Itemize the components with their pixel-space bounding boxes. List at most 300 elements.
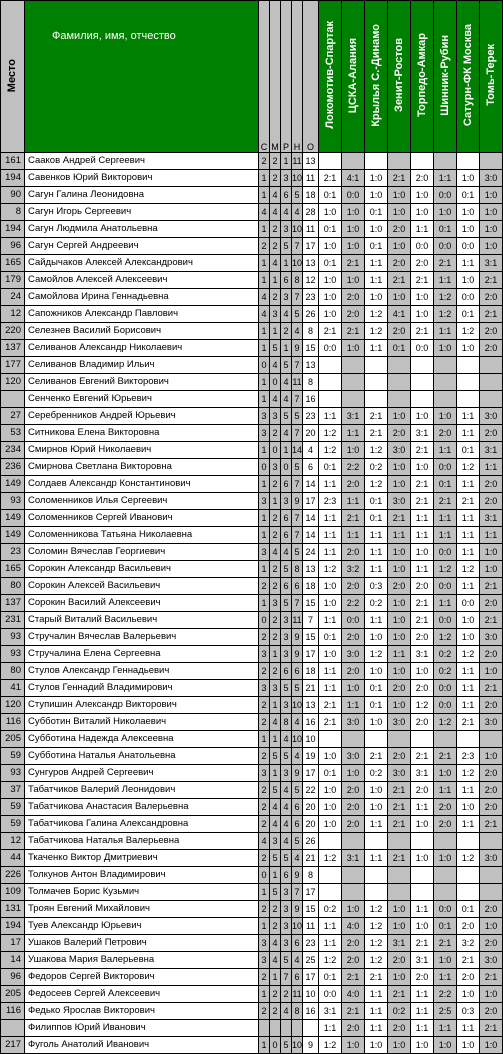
- row-score-match-3: 1:1: [365, 1003, 388, 1020]
- row-place: 96: [1, 238, 25, 255]
- row-score-match-5: 3:1: [411, 765, 434, 782]
- row-stat-n: 4: [292, 952, 303, 969]
- header-match-7: Сатурн-ФК Москва: [457, 1, 480, 153]
- row-stat-n: 5: [292, 680, 303, 697]
- row-score-match-1: 1:0: [319, 204, 342, 221]
- row-stat-m: 0: [270, 374, 281, 391]
- row-score-match-4: [388, 833, 411, 850]
- row-score-match-2: 1:1: [342, 527, 365, 544]
- row-stat-r: 5: [281, 357, 292, 374]
- row-points: 26: [303, 833, 319, 850]
- row-score-match-8: [480, 374, 503, 391]
- row-score-match-3: 0:2: [365, 459, 388, 476]
- row-score-match-2: [342, 833, 365, 850]
- row-score-match-8: 1:1: [480, 527, 503, 544]
- row-points: 20: [303, 425, 319, 442]
- row-score-match-6: 1:1: [434, 1020, 457, 1037]
- row-stat-s: 2: [259, 714, 270, 731]
- table-row: [1, 782, 503, 799]
- row-stat-m: 5: [270, 884, 281, 901]
- row-score-match-5: 2:1: [411, 612, 434, 629]
- row-points: 13: [303, 255, 319, 272]
- row-points: 24: [303, 544, 319, 561]
- row-score-match-1: 1:1: [319, 680, 342, 697]
- row-score-match-5: 3:1: [411, 952, 434, 969]
- row-score-match-2: 4:0: [342, 986, 365, 1003]
- row-stat-r: 3: [281, 935, 292, 952]
- row-name: Федоров Сергей Викторович: [25, 969, 259, 986]
- row-score-match-7: 1:2: [457, 765, 480, 782]
- row-score-match-4: 3:0: [388, 714, 411, 731]
- row-place: 23: [1, 544, 25, 561]
- row-score-match-8: 1:0: [480, 748, 503, 765]
- row-stat-r: 5: [281, 1037, 292, 1054]
- row-points: 13: [303, 561, 319, 578]
- row-stat-r: 6: [281, 272, 292, 289]
- row-score-match-1: 1:1: [319, 510, 342, 527]
- row-place: 59: [1, 816, 25, 833]
- row-score-match-4: 3:1: [388, 935, 411, 952]
- row-points: 19: [303, 748, 319, 765]
- row-score-match-7: 0:0: [457, 289, 480, 306]
- row-score-match-1: 1:0: [319, 782, 342, 799]
- row-stat-n: 5: [292, 306, 303, 323]
- row-score-match-8: [480, 867, 503, 884]
- row-stat-m: 1: [270, 646, 281, 663]
- table-row: [1, 357, 503, 374]
- row-score-match-1: 1:1: [319, 918, 342, 935]
- row-stat-n: 6: [292, 578, 303, 595]
- row-score-match-4: [388, 884, 411, 901]
- row-score-match-7: 1:2: [457, 850, 480, 867]
- row-score-match-4: 2:0: [388, 578, 411, 595]
- row-score-match-6: 1:2: [434, 561, 457, 578]
- row-score-match-7: 1:1: [457, 697, 480, 714]
- table-row: [1, 799, 503, 816]
- row-place: 220: [1, 323, 25, 340]
- row-place: 116: [1, 714, 25, 731]
- row-stat-s: 1: [259, 255, 270, 272]
- row-stat-r: 6: [281, 527, 292, 544]
- row-score-match-1: 0:1: [319, 221, 342, 238]
- row-score-match-5: 1:0: [411, 850, 434, 867]
- row-score-match-2: 2:0: [342, 629, 365, 646]
- row-score-match-7: 1:1: [457, 510, 480, 527]
- row-score-match-1: 0:1: [319, 765, 342, 782]
- row-score-match-8: 2:0: [480, 765, 503, 782]
- row-score-match-4: [388, 867, 411, 884]
- row-score-match-7: 0:1: [457, 901, 480, 918]
- row-score-match-3: [365, 833, 388, 850]
- row-score-match-7: 0:0: [457, 238, 480, 255]
- row-score-match-5: [411, 884, 434, 901]
- row-score-match-1: [319, 867, 342, 884]
- row-score-match-6: 2:2: [434, 986, 457, 1003]
- row-stat-n: 10: [292, 221, 303, 238]
- row-score-match-4: 2:1: [388, 816, 411, 833]
- table-row: [1, 714, 503, 731]
- row-score-match-8: 3:0: [480, 952, 503, 969]
- table-row: [1, 374, 503, 391]
- row-name: Стулов Геннадий Владимирович: [25, 680, 259, 697]
- row-score-match-4: 2:1: [388, 170, 411, 187]
- row-stat-s: 3: [259, 646, 270, 663]
- row-score-match-6: 1:1: [434, 595, 457, 612]
- row-stat-m: 3: [270, 408, 281, 425]
- row-score-match-2: 2:2: [342, 595, 365, 612]
- row-score-match-6: 2:0: [434, 816, 457, 833]
- row-score-match-6: 0:0: [434, 578, 457, 595]
- table-row: [1, 221, 503, 238]
- row-score-match-6: 0:1: [434, 476, 457, 493]
- row-name: Толкунов Антон Владимирович: [25, 867, 259, 884]
- row-place: 137: [1, 340, 25, 357]
- row-score-match-3: 1:2: [365, 646, 388, 663]
- row-stat-m: 4: [270, 187, 281, 204]
- row-score-match-8: 1:0: [480, 221, 503, 238]
- row-score-match-2: 1:0: [342, 765, 365, 782]
- row-stat-s: 1: [259, 476, 270, 493]
- row-score-match-1: 1:0: [319, 306, 342, 323]
- row-score-match-8: 2:0: [480, 323, 503, 340]
- row-score-match-4: 1:0: [388, 595, 411, 612]
- row-score-match-5: 2:0: [411, 782, 434, 799]
- table-row: [1, 170, 503, 187]
- row-stat-r: 8: [281, 714, 292, 731]
- row-stat-r: 7: [281, 969, 292, 986]
- row-score-match-5: 2:0: [411, 714, 434, 731]
- row-name: Соломенникова Татьяна Николаевна: [25, 527, 259, 544]
- row-score-match-8: 2:0: [480, 935, 503, 952]
- row-stat-m: 2: [270, 289, 281, 306]
- row-score-match-3: 2:1: [365, 408, 388, 425]
- row-stat-m: 1: [270, 697, 281, 714]
- row-score-match-5: 2:1: [411, 493, 434, 510]
- row-score-match-2: 2:0: [342, 306, 365, 323]
- row-stat-s: 0: [259, 612, 270, 629]
- table-row: [1, 816, 503, 833]
- row-stat-s: 0: [259, 357, 270, 374]
- row-score-match-4: 1:1: [388, 527, 411, 544]
- row-score-match-5: [411, 374, 434, 391]
- row-score-match-6: 2:1: [434, 935, 457, 952]
- row-points: 18: [303, 578, 319, 595]
- table-row: [1, 986, 503, 1003]
- row-score-match-7: 1:0: [457, 221, 480, 238]
- row-score-match-4: 3:0: [388, 493, 411, 510]
- row-score-match-3: 1:1: [365, 527, 388, 544]
- row-score-match-2: 0:0: [342, 187, 365, 204]
- row-name: Самойлов Алексей Алексеевич: [25, 272, 259, 289]
- row-place: 236: [1, 459, 25, 476]
- row-stat-r: 2: [281, 986, 292, 1003]
- row-score-match-3: 1:1: [365, 1020, 388, 1037]
- row-score-match-4: 2:1: [388, 272, 411, 289]
- row-points: 4: [303, 442, 319, 459]
- row-score-match-2: 2:1: [342, 323, 365, 340]
- row-score-match-5: 1:1: [411, 799, 434, 816]
- row-place: 149: [1, 476, 25, 493]
- header-stat-r: Р: [281, 1, 292, 153]
- row-stat-s: 1: [259, 323, 270, 340]
- row-score-match-5: [411, 833, 434, 850]
- row-score-match-5: 1:0: [411, 408, 434, 425]
- row-points: 10: [303, 731, 319, 748]
- row-name: Соломенников Илья Сергеевич: [25, 493, 259, 510]
- row-points: 17: [303, 238, 319, 255]
- row-place: 93: [1, 646, 25, 663]
- row-stat-m: 4: [270, 357, 281, 374]
- row-score-match-7: 1:2: [457, 561, 480, 578]
- row-score-match-6: 2:1: [434, 493, 457, 510]
- row-score-match-2: 2:0: [342, 816, 365, 833]
- row-stat-s: 1: [259, 391, 270, 408]
- row-score-match-7: [457, 374, 480, 391]
- row-points: 23: [303, 289, 319, 306]
- header-place: Место: [1, 1, 25, 153]
- row-score-match-8: 1:0: [480, 561, 503, 578]
- row-score-match-7: 1:0: [457, 340, 480, 357]
- row-score-match-7: 1:1: [457, 680, 480, 697]
- row-score-match-6: 1:0: [434, 1037, 457, 1054]
- row-score-match-2: 2:1: [342, 1003, 365, 1020]
- row-place: 179: [1, 272, 25, 289]
- row-name: Сорокин Александр Васильевич: [25, 561, 259, 578]
- row-score-match-5: 0:0: [411, 238, 434, 255]
- row-score-match-1: 2:3: [319, 493, 342, 510]
- row-score-match-2: [342, 884, 365, 901]
- row-score-match-1: 0:1: [319, 459, 342, 476]
- row-stat-m: 1: [270, 272, 281, 289]
- row-score-match-7: 0:0: [457, 595, 480, 612]
- row-score-match-5: 1:0: [411, 289, 434, 306]
- row-score-match-5: 2:1: [411, 272, 434, 289]
- row-name: Селиванов Александр Николаевич: [25, 340, 259, 357]
- row-score-match-8: 3:0: [480, 170, 503, 187]
- row-stat-r: 3: [281, 221, 292, 238]
- row-name: Федосеев Сергей Алексеевич: [25, 986, 259, 1003]
- row-score-match-1: [319, 357, 342, 374]
- row-points: 18: [303, 187, 319, 204]
- table-row: [1, 663, 503, 680]
- row-score-match-8: 2:0: [480, 493, 503, 510]
- row-score-match-2: 2:0: [342, 476, 365, 493]
- row-score-match-7: 1:1: [457, 1020, 480, 1037]
- row-score-match-4: 2:1: [388, 986, 411, 1003]
- row-score-match-3: 1:1: [365, 272, 388, 289]
- row-score-match-4: 1:0: [388, 289, 411, 306]
- row-place: 8: [1, 204, 25, 221]
- row-name: Табатчиков Валерий Леонидович: [25, 782, 259, 799]
- row-score-match-1: 1:2: [319, 1037, 342, 1054]
- row-stat-s: 1: [259, 442, 270, 459]
- row-score-match-1: 1:0: [319, 578, 342, 595]
- row-points: 15: [303, 595, 319, 612]
- row-score-match-5: [411, 357, 434, 374]
- row-stat-r: 6: [281, 510, 292, 527]
- row-stat-n: 9: [292, 493, 303, 510]
- row-stat-m: 2: [270, 527, 281, 544]
- row-score-match-8: [480, 357, 503, 374]
- row-score-match-7: 1:1: [457, 476, 480, 493]
- row-score-match-1: 1:1: [319, 612, 342, 629]
- row-score-match-1: 0:1: [319, 629, 342, 646]
- table-row: [1, 1020, 503, 1037]
- header-stat-o: О: [303, 1, 319, 153]
- row-score-match-3: 0:1: [365, 680, 388, 697]
- row-stat-m: 2: [270, 918, 281, 935]
- row-score-match-3: 1:0: [365, 799, 388, 816]
- row-points: 18: [303, 663, 319, 680]
- row-place: 165: [1, 561, 25, 578]
- row-score-match-8: 2:0: [480, 646, 503, 663]
- row-stat-m: 5: [270, 782, 281, 799]
- row-score-match-2: 2:0: [342, 1020, 365, 1037]
- row-stat-m: 3: [270, 595, 281, 612]
- row-points: 7: [303, 612, 319, 629]
- row-score-match-6: 0:0: [434, 901, 457, 918]
- row-score-match-6: [434, 153, 457, 170]
- row-score-match-2: 2:0: [342, 544, 365, 561]
- row-stat-n: 6: [292, 935, 303, 952]
- row-score-match-5: [411, 391, 434, 408]
- row-score-match-5: 2:1: [411, 323, 434, 340]
- row-score-match-1: 3:1: [319, 1003, 342, 1020]
- row-score-match-1: 1:0: [319, 272, 342, 289]
- row-score-match-3: 1:1: [365, 850, 388, 867]
- row-stat-s: 2: [259, 1003, 270, 1020]
- table-row: [1, 187, 503, 204]
- row-stat-s: 2: [259, 697, 270, 714]
- row-stat-n: 11: [292, 612, 303, 629]
- row-stat-r: 4: [281, 425, 292, 442]
- row-score-match-2: 3:1: [342, 850, 365, 867]
- row-score-match-1: [319, 833, 342, 850]
- row-score-match-7: 1:1: [457, 425, 480, 442]
- row-score-match-4: 3:0: [388, 765, 411, 782]
- row-name: Сагун Сергей Андреевич: [25, 238, 259, 255]
- row-name: Сорокин Василий Алексеевич: [25, 595, 259, 612]
- row-place: 194: [1, 221, 25, 238]
- row-score-match-3: 1:1: [365, 816, 388, 833]
- row-score-match-6: 0:2: [434, 646, 457, 663]
- row-stat-n: 8: [292, 1003, 303, 1020]
- row-stat-r: 1: [281, 442, 292, 459]
- row-stat-r: [281, 1020, 292, 1037]
- row-place: 27: [1, 408, 25, 425]
- row-score-match-1: 1:1: [319, 935, 342, 952]
- table-row: [1, 697, 503, 714]
- row-score-match-8: 3:0: [480, 714, 503, 731]
- row-score-match-6: 1:1: [434, 969, 457, 986]
- table-body: [1, 153, 503, 1054]
- row-score-match-7: 1:0: [457, 629, 480, 646]
- row-stat-s: 2: [259, 799, 270, 816]
- row-name: Сенченко Евгений Юрьевич: [25, 391, 259, 408]
- row-stat-n: 10: [292, 170, 303, 187]
- row-score-match-2: 2:0: [342, 289, 365, 306]
- row-stat-n: 4: [292, 850, 303, 867]
- row-stat-r: 6: [281, 867, 292, 884]
- row-score-match-4: 1:1: [388, 646, 411, 663]
- row-score-match-8: 2:0: [480, 425, 503, 442]
- row-score-match-7: 1:1: [457, 816, 480, 833]
- row-score-match-5: 1:0: [411, 918, 434, 935]
- row-place: [1, 1020, 25, 1037]
- row-score-match-2: 3:0: [342, 748, 365, 765]
- table-row: [1, 646, 503, 663]
- row-name: Ушакова Мария Валерьевна: [25, 952, 259, 969]
- table-row: [1, 765, 503, 782]
- row-score-match-4: 1:0: [388, 408, 411, 425]
- row-score-match-6: 2:1: [434, 255, 457, 272]
- row-score-match-4: 2:1: [388, 850, 411, 867]
- row-score-match-4: 1:0: [388, 663, 411, 680]
- table-row: [1, 1037, 503, 1054]
- row-stat-n: 9: [292, 765, 303, 782]
- row-score-match-6: 0:0: [434, 680, 457, 697]
- row-points: 13: [303, 697, 319, 714]
- row-stat-s: 1: [259, 374, 270, 391]
- row-score-match-4: 2:0: [388, 680, 411, 697]
- row-stat-r: 6: [281, 187, 292, 204]
- row-stat-n: [292, 1020, 303, 1037]
- row-score-match-2: 2:0: [342, 935, 365, 952]
- row-points: 15: [303, 340, 319, 357]
- row-score-match-6: 1:0: [434, 850, 457, 867]
- row-stat-n: 10: [292, 1037, 303, 1054]
- row-score-match-1: 1:1: [319, 544, 342, 561]
- row-score-match-8: 2:0: [480, 289, 503, 306]
- row-score-match-6: [434, 731, 457, 748]
- row-stat-n: 7: [292, 476, 303, 493]
- row-name: Солдаев Александр Константинович: [25, 476, 259, 493]
- row-stat-r: 5: [281, 850, 292, 867]
- row-stat-n: 10: [292, 918, 303, 935]
- table-row: [1, 425, 503, 442]
- row-score-match-2: 1:0: [342, 340, 365, 357]
- row-score-match-3: 1:0: [365, 629, 388, 646]
- row-stat-m: [270, 1020, 281, 1037]
- row-score-match-5: [411, 731, 434, 748]
- row-score-match-8: 2:1: [480, 816, 503, 833]
- row-stat-s: 3: [259, 408, 270, 425]
- row-score-match-5: 2:0: [411, 629, 434, 646]
- row-score-match-6: 0:0: [434, 697, 457, 714]
- row-place: 194: [1, 918, 25, 935]
- table-row: [1, 289, 503, 306]
- row-stat-s: 1: [259, 561, 270, 578]
- row-score-match-4: 2:0: [388, 221, 411, 238]
- row-score-match-6: [434, 884, 457, 901]
- row-stat-r: 5: [281, 238, 292, 255]
- row-name: Ткаченко Виктор Дмитриевич: [25, 850, 259, 867]
- row-score-match-7: 2:0: [457, 918, 480, 935]
- row-score-match-8: 2:0: [480, 799, 503, 816]
- row-score-match-3: 1:0: [365, 782, 388, 799]
- row-score-match-6: 1:1: [434, 527, 457, 544]
- row-score-match-2: 1:0: [342, 272, 365, 289]
- row-score-match-3: 1:2: [365, 918, 388, 935]
- row-stat-m: 5: [270, 748, 281, 765]
- row-score-match-6: 1:0: [434, 952, 457, 969]
- row-score-match-8: 2:1: [480, 272, 503, 289]
- row-score-match-8: 2:0: [480, 697, 503, 714]
- row-score-match-7: [457, 867, 480, 884]
- row-score-match-8: [480, 833, 503, 850]
- row-points: 15: [303, 901, 319, 918]
- row-stat-n: 4: [292, 748, 303, 765]
